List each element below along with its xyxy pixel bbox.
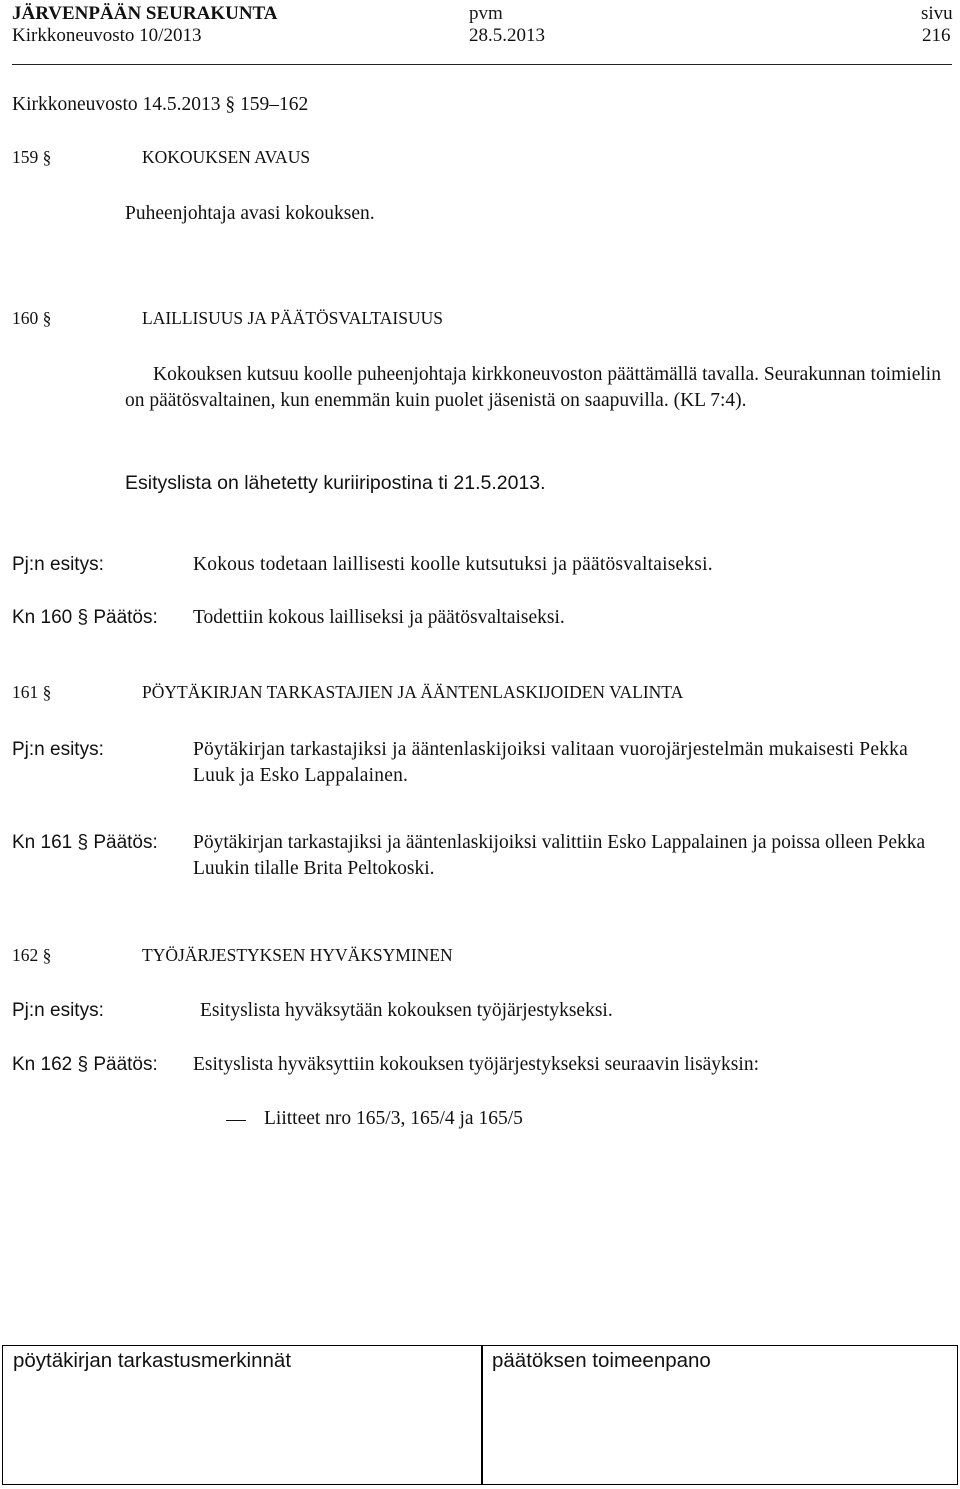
section-160-body-2: Esityslista on lähetetty kuriiripostina ti 21.5.2013.	[125, 472, 546, 494]
section-161-proposal: Pöytäkirjan tarkastajiksi ja ääntenlaskijoiksi valitaan vuorojärjestelmän mukaisesti Pekka Luuk ja Esko Lappalainen.	[193, 739, 908, 786]
section-160-body-1: Kokouksen kutsuu koolle puheenjohtaja kirkkoneuvoston päättämällä tavalla. Seurakunnan toimielin on päätösvaltainen, kun enemmän kuin puolet jäsenistä on saapuvilla. (KL 7:4).	[125, 364, 941, 411]
section-159-number: 159 §	[12, 147, 52, 167]
section-160-proposal: Kokous todetaan laillisesti koolle kutsutuksi ja päätösvaltaiseksi.	[193, 554, 713, 575]
date-label: pvm	[469, 3, 503, 24]
implementation-label: päätöksen toimeenpano	[492, 1349, 711, 1372]
section-162-decision-label: Kn 162 § Päätös:	[12, 1054, 158, 1075]
section-162-list-item: Liitteet nro 165/3, 165/4 ja 165/5	[264, 1108, 523, 1129]
section-160-decision: Todettiin kokous lailliseksi ja päätösvaltaiseksi.	[193, 607, 565, 628]
section-161-decision: Pöytäkirjan tarkastajiksi ja ääntenlaskijoiksi valittiin Esko Lappalainen ja poissa olleen Pekka Luukin tilalle Brita Peltokoski.	[193, 832, 926, 879]
section-159-title: KOKOUKSEN AVAUS	[142, 147, 311, 167]
section-159-body: Puheenjohtaja avasi kokouksen.	[125, 203, 375, 224]
section-161-proposal-label: Pj:n esitys:	[12, 739, 104, 760]
inspection-notes-box	[2, 1345, 483, 1485]
section-162-proposal: Esityslista hyväksytään kokouksen työjärjestykseksi.	[200, 1000, 613, 1021]
section-160-decision-label: Kn 160 § Päätös:	[12, 607, 158, 628]
document-date: 28.5.2013	[469, 25, 545, 46]
section-162-proposal-label: Pj:n esitys:	[12, 1000, 104, 1021]
section-160-title: LAILLISUUS JA PÄÄTÖSVALTAISUUS	[142, 308, 444, 328]
section-161-number: 161 §	[12, 682, 52, 702]
section-162-title: TYÖJÄRJESTYKSEN HYVÄKSYMINEN	[142, 945, 453, 965]
section-161-title: PÖYTÄKIRJAN TARKASTAJIEN JA ÄÄNTENLASKIJOIDEN VALINTA	[142, 682, 684, 702]
section-160-proposal-label: Pj:n esitys:	[12, 554, 104, 575]
section-160-number: 160 §	[12, 308, 52, 328]
section-162-decision: Esityslista hyväksyttiin kokouksen työjärjestykseksi seuraavin lisäyksin:	[193, 1054, 759, 1075]
implementation-box	[481, 1345, 958, 1485]
page-label: sivu	[921, 3, 953, 24]
header-rule	[12, 64, 952, 65]
section-162-number: 162 §	[12, 945, 52, 965]
list-dash	[226, 1120, 246, 1121]
document-id: Kirkkoneuvosto 10/2013	[12, 25, 202, 46]
section-161-decision-label: Kn 161 § Päätös:	[12, 832, 158, 853]
org-name: JÄRVENPÄÄN SEURAKUNTA	[12, 3, 278, 24]
reference-line: Kirkkoneuvosto 14.5.2013 § 159–162	[12, 94, 309, 115]
inspection-notes-label: pöytäkirjan tarkastusmerkinnät	[13, 1349, 292, 1372]
page-number: 216	[922, 25, 951, 46]
